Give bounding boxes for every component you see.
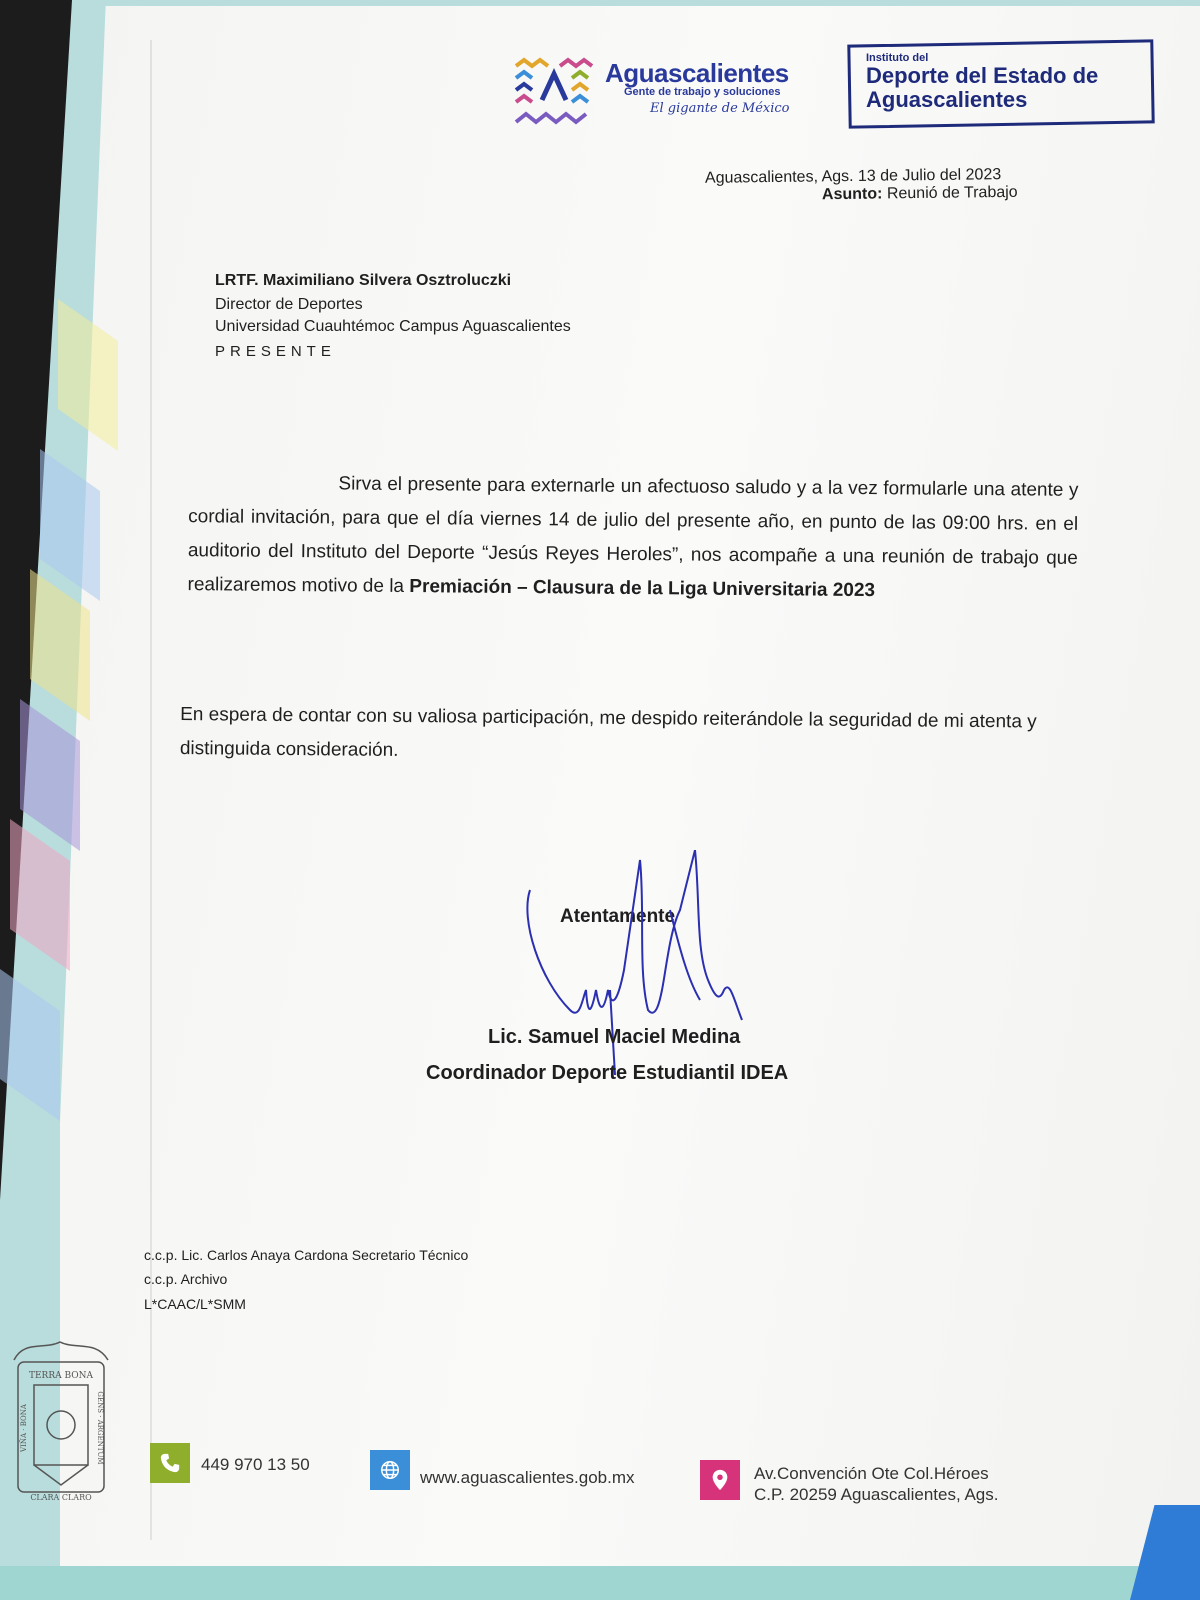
signer-name: Lic. Samuel Maciel Medina <box>488 1026 741 1048</box>
brand-name: Aguascalientes <box>605 58 789 88</box>
seal-text-top: TERRA BONA <box>28 1371 94 1381</box>
copy-line: c.c.p. Archivo <box>144 1271 228 1287</box>
recipient-institution: Universidad Cuauhtémoc Campus Aguascalientes <box>215 318 571 335</box>
seal-text-right: GENS · ARGENTUM <box>96 1391 104 1465</box>
footer-band <box>0 1566 1200 1600</box>
recipient-title: Director de Deportes <box>215 296 363 313</box>
seal-text-left: VIÑA · BONA <box>20 1404 28 1452</box>
recipient-name: LRTF. Maximiliano Silvera Osztroluczki <box>215 272 512 289</box>
phone-icon <box>150 1443 190 1483</box>
recipient-salutation: PRESENTE <box>215 343 336 360</box>
institute-label: Instituto del <box>866 52 929 64</box>
institute-name: Deporte del Estado de Aguascalientes <box>866 63 1099 112</box>
seal-text-bottom: CLARA CLARO <box>30 1493 92 1502</box>
state-coat-of-arms-seal <box>4 1340 116 1505</box>
corner-decoration <box>1130 1505 1200 1600</box>
copy-line: c.c.p. Lic. Carlos Anaya Cardona Secretario Técnico <box>144 1247 469 1263</box>
brand-tagline: El gigante de México <box>650 101 790 116</box>
location-pin-icon <box>700 1460 740 1500</box>
footer-website[interactable]: www.aguascalientes.gob.mx <box>420 1468 635 1487</box>
event-name: Premiación – Clausura de la Liga Universitaria 2023 <box>409 576 876 602</box>
footer-address-line1: Av.Convención Ote Col.Héroes <box>754 1464 989 1483</box>
aguascalientes-logo-icon <box>512 56 596 128</box>
globe-icon <box>370 1450 410 1490</box>
copy-line: L*CAAC/L*SMM <box>144 1296 246 1312</box>
signer-role: Coordinador Deporte Estudiantil IDEA <box>426 1062 789 1084</box>
footer-phone: 449 970 13 50 <box>201 1455 310 1474</box>
brand-slogan: Gente de trabajo y soluciones <box>624 86 781 98</box>
subject-label: Asunto: <box>821 185 883 204</box>
letter-subject <box>822 184 1018 204</box>
letter-date: Aguascalientes, Ags. 13 de Julio del 2023 <box>704 166 1002 187</box>
closing-phrase: Atentamente <box>560 906 676 927</box>
subject-value: Reunió de Trabajo <box>886 183 1018 203</box>
body-paragraph-invitation <box>187 466 1078 610</box>
footer-address-line2: C.P. 20259 Aguascalientes, Ags. <box>754 1485 999 1504</box>
invitation-text: Sirva el presente para externarle un afectuoso saludo y a la vez formularle una atente y cordial invitación, para que el día viernes 14 de julio del presente año, en punto de las 09:00 hrs. en el auditorio del Instituto del Deporte “Jesús Reyes Heroles”, nos acompañe a una reunión de trabajo que realizaremos motivo de la <box>187 473 1079 598</box>
body-paragraph-closing: En espera de contar con su valiosa participación, me despido reiterándole la seguridad de mi atenta y distinguida consideración. <box>179 704 1037 761</box>
